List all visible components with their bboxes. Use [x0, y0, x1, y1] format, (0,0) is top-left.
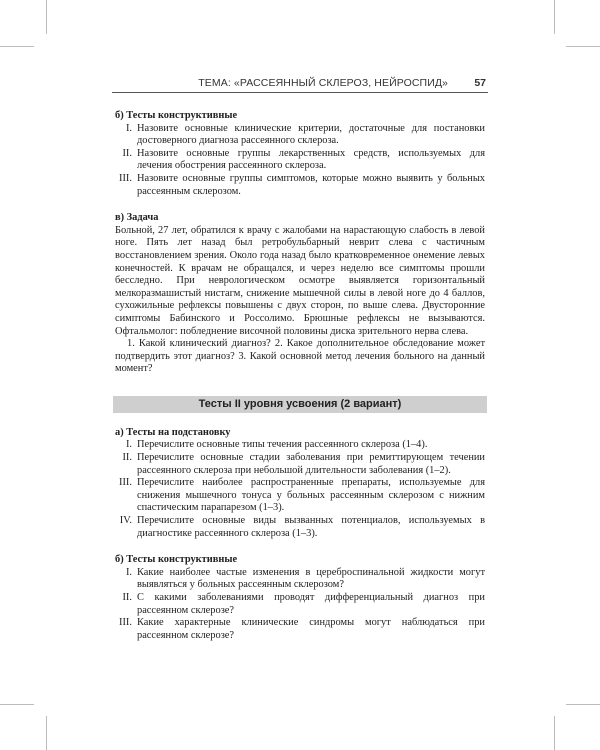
item-text: Назовите основные клинические критерии, достаточные для постановки достоверного диагноза рассеянного склероза. [137, 122, 485, 147]
crop-mark [46, 716, 47, 750]
section-title: а) Тесты на подстановку [115, 426, 231, 438]
item-number: II. [122, 147, 132, 159]
list-item [115, 148, 485, 173]
item-text: Перечислите основные стадии заболевания при ремиттирующем течении рассеянного склероза при небольшой длительности заболевания (1–2). [137, 452, 485, 476]
list-item [115, 452, 485, 477]
task-title: в) Задача [115, 212, 159, 224]
list-item [115, 592, 485, 617]
item-number: IV. [119, 515, 132, 527]
header-rule [112, 92, 488, 93]
list-item [115, 617, 485, 642]
page-content [115, 110, 485, 642]
item-text: Какие наиболее частые изменения в цереброспинальной жидкости могут выявляться у больных рассеянным склерозом? [137, 566, 485, 591]
item-number: II. [122, 452, 132, 464]
header-title: ТЕМА: «РАССЕЯННЫЙ СКЛЕРОЗ, НЕЙРОСПИД» [198, 77, 448, 89]
list-item [115, 515, 485, 540]
item-number: I. [125, 439, 132, 451]
crop-mark [46, 0, 47, 34]
task-questions: 1. Какой клинический диагноз? 2. Какое дополнительное обследование может подтвердить этот диагноз? 3. Какой основной метод лечения больного на данный момент? [115, 338, 485, 375]
list-item [115, 173, 485, 198]
list-item [115, 123, 485, 148]
list-item [115, 439, 485, 452]
item-text: Назовите основные группы симптомов, которые можно выявить у больных рассеянным склерозом. [137, 172, 485, 197]
list-item [115, 477, 485, 515]
crop-mark [554, 0, 555, 34]
item-text: Перечислите основные типы течения рассеянного склероза (1–4). [137, 439, 428, 451]
item-text: С какими заболеваниями проводят дифференциальный диагноз при рассеянном склерозе? [137, 592, 485, 616]
item-text: Какие характерные клинические синдромы могут наблюдаться при рассеянном склерозе? [137, 617, 485, 641]
task-text: Больной, 27 лет, обратился к врачу с жалобами на нарастающую слабость в левой ноге. Пять лет назад был ретробульбарный неврит слева с частичным восстановлением зрения. Около года назад было кратковременное онемение левых конечностей. К врачам не обращался, и через неделю все симптомы прошли бесследно. При неврологическом осмотре выявляется горизонтальный мелкоразмашистый нистагм, снижение мышечной силы в левой ноге до 4 баллов, сухожильные рефлексы повышены с двух сторон, по выше слева. Двусторонние симптомы Бабинского и Россолимо. Брюшные рефлексы не вызываются. Офтальмолог: побледнение височной половины диска зрительного нерва слева. [115, 224, 485, 337]
item-text: Назовите основные группы лекарственных средств, используемых для лечения обострения рассеянного склероза. [137, 147, 485, 172]
list-item [115, 567, 485, 592]
crop-mark [0, 704, 34, 705]
crop-mark [566, 704, 600, 705]
crop-mark [554, 716, 555, 750]
item-number: I. [125, 122, 132, 134]
item-number: I. [125, 566, 132, 578]
page-number: 57 [474, 77, 486, 89]
item-number: III. [119, 617, 132, 629]
item-text: Перечислите наиболее распространенные препараты, используемые для снижения мышечного тонуса у больных рассеянным склерозом с нижним спастическим парапарезом (1–3). [137, 477, 485, 514]
crop-mark [0, 46, 34, 47]
section-title: б) Тесты конструктивные [115, 554, 238, 566]
item-text: Перечислите основные виды вызванных потенциалов, используемых в диагностике рассеянного склероза (1–3). [137, 515, 485, 539]
item-number: II. [122, 592, 132, 603]
section-title: б) Тесты конструктивные [115, 110, 238, 121]
item-number: III. [119, 172, 132, 184]
running-header [112, 77, 488, 91]
section-band: Тесты II уровня усвоения (2 вариант) [113, 396, 487, 413]
crop-mark [566, 46, 600, 47]
item-number: III. [119, 477, 132, 489]
